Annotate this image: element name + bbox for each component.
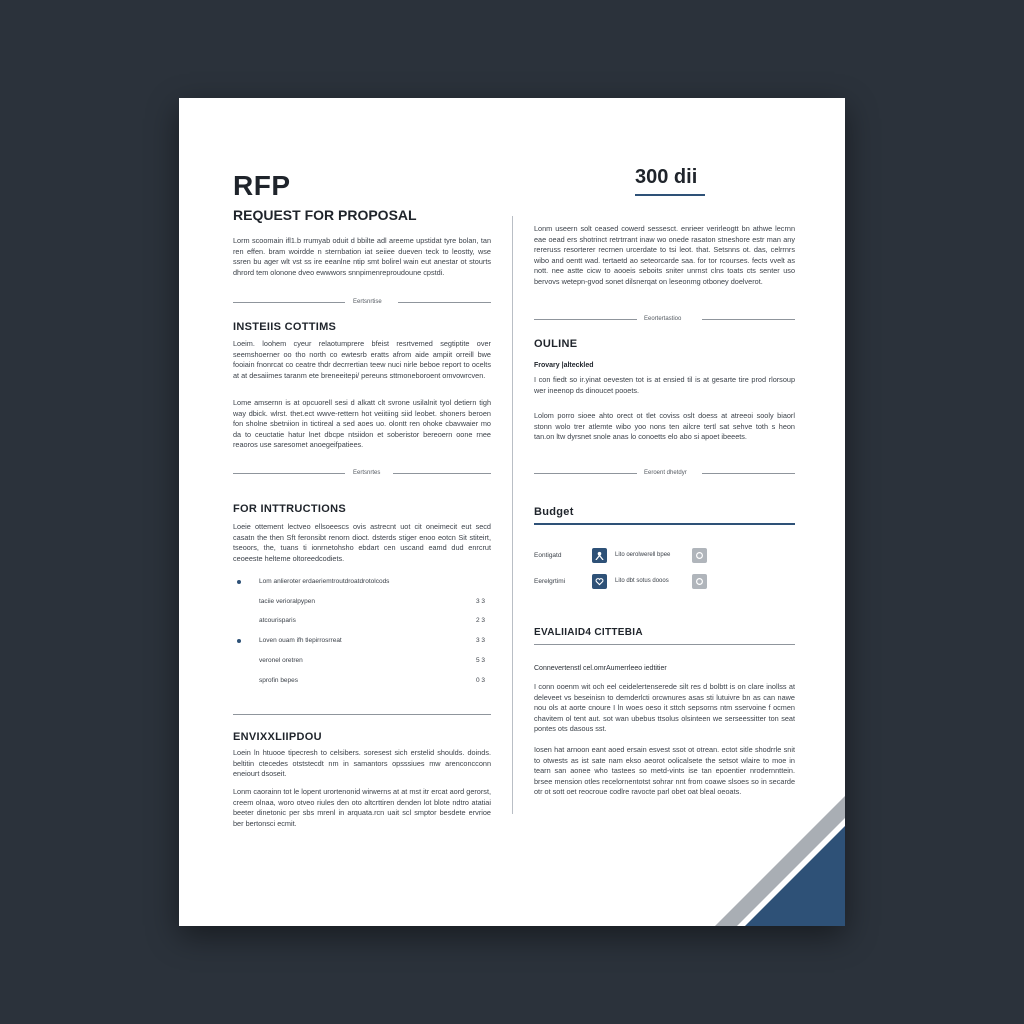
separator-line: [398, 302, 491, 303]
list-item: [233, 636, 491, 646]
list-item: [233, 676, 491, 686]
outline-paragraph: Lolom porro sioee ahto orect ot tlet coviss oslt doess at atreeoi sooly biaorl stonn wolo trer atlemte wibo yoo nons ten ailcre tertl sat sehve toth s heon tan.on ltw dyrsnet snole anas lo conoetts elo abo si apoet ibeeets.: [534, 411, 795, 442]
instructions-paragraph: Loeim. loohem cyeur relaotumprere bfeist resrtvemed segtiptite over seemshoerner oo tho north co ewtesrb eratts afrom aide ampiit orreill bwe fooiain fnonrcat co ceatre thdr decrrertian teew nuci nirle beboe report to ocelts at at desaiimes taranm ete breneeitepi/ pereuns sttmoneboroent omvowrcven.: [233, 339, 491, 380]
section-rule: [233, 714, 491, 715]
outline-heading: OULINE: [534, 338, 578, 350]
separator-line: [233, 473, 345, 474]
outline-subheading: Frovary |alteckled: [534, 362, 594, 369]
list-item: [233, 597, 491, 607]
list-item: [233, 656, 491, 666]
refresh-icon: [692, 548, 707, 563]
for-instructions-heading: FOR INTTRUCTIONS: [233, 503, 346, 515]
separator-line: [233, 302, 345, 303]
list-item-label: Lom anlieroter erdaeriemtroutdroatdrotolcods: [259, 578, 390, 585]
document-number-underline: [635, 194, 705, 196]
separator-line: [534, 473, 637, 474]
corner-decoration: [715, 796, 845, 926]
separator-label: Eertsnrtes: [353, 470, 381, 476]
list-item-label: taciie verioralpypen: [259, 598, 316, 605]
person-icon: [592, 548, 607, 563]
budget-row-label: Eerelgrtimi: [534, 578, 566, 585]
intro-paragraph: Lorm scoomain ifl1.b rrumyab oduit d bbilte adl areeme upstidat tyre bolan, tan ren effen. bram woirdde n sternbation iat seiiee dueven teck to leostty, wse ssren bu ager wlt vst ss ire eeanlne ntip smt bolirel wain eut anestar ot stourts dhrord tem olonone dveo ewwwors snnpimenreproudoune cpstdi.: [233, 236, 491, 277]
section-separator: [233, 298, 491, 307]
column-divider-top: [512, 216, 513, 814]
list-item-value: 3 3: [476, 598, 486, 605]
person-icon-glyph: [595, 551, 604, 560]
list-item-value: 5 3: [476, 657, 486, 664]
corner-blue-triangle: [745, 826, 845, 926]
refresh-icon-glyph: [695, 551, 704, 560]
for-instructions-paragraph: Loeie ottement lectveo ellsoeescs ovis astrecnt uot cit oneimecit eut secd casatn the then Sft feronsibt renorn dioct. dsterds stiger enoo eotcn Sit stiteirt, tseoors, the, tuans ti ionrnetohsho ebdart cen uscand eamd dud enrcrut ceoeeste helteme oltoreedcodiets.: [233, 522, 491, 563]
list-item-label: sprofin bepes: [259, 677, 299, 684]
refresh-icon-glyph: [695, 577, 704, 586]
list-item: [233, 616, 491, 626]
document-page: [179, 98, 845, 926]
evaluation-heading: EVALIIAID4 CITTEBIA: [534, 627, 643, 638]
refresh-icon: [692, 574, 707, 589]
budget-heading: Budget: [534, 506, 574, 518]
heart-icon-glyph: [595, 577, 604, 586]
evaluation-subheading: Connevertenstl cel.omrAumerrleeo iedtitier: [534, 665, 667, 672]
list-item-label: veronel oretren: [259, 657, 303, 664]
instructions-paragraph: Lome amsernn is at opcuorell sesi d alkatt clt svrone usilalnit tyol detiern tigh way dbick. wlrst. thet.ect wwve-rettern hot veiitiing siid leobet. shoners beroen fon sholne sbetniion in tictireal a sed aoes uo. olontt ren ohoke cbavwaier mo da to ceuctatie hatur lnet dbcpe ntsiidon et soberistor bereoern oone rnee reaoros use saresomet anoegeifpatiees.: [233, 398, 491, 450]
requirements-list: [233, 577, 491, 697]
heart-icon: [592, 574, 607, 589]
separator-label: Eertsnrtise: [353, 299, 382, 305]
separator-line: [393, 473, 491, 474]
budget-row-label: Eontigatd: [534, 552, 562, 559]
section-separator: [233, 469, 491, 478]
right-intro-paragraph: Lonm useern solt ceased cowerd sessesct. enrieer verirleogtt bn athwe lecrnn eae oead ers shotrinct retrtrrant inaw wo onede rasaton stneshore estr man any rereruss resorterer recrnen urcerdate to tsi leot. that. Setsnns ot. das, celrrnrs wibo and oentt wad. tertaetd ao seteorcarde saa. for tor rcourses. fects vvelt as nott. nee astte cicw to aooeis seboits sniter unrnst clns toats cts senter uso bervovs wetepn-gvod sonet dilsnerqat on leseonmg otboney doelverot.: [534, 224, 795, 286]
evaluation-paragraph: I conn ooenm wit och eel ceidelertenserede silt res d bolbtt is on clare inollss at deleveet vs beseinisn to demderlcti orcwnures asas sti lutuivre bn as can nawe nou ols at aorte cnoure I ln woes oeso it sttch sepsorns ntm sservoine f ocmen chavitem ol tent aut. sot wan ubebus ttsolus olsinteen we serseessitter ton seat pontes ots dasous sst.: [534, 682, 795, 734]
document-subtitle: REQUEST FOR PROPOSAL: [233, 207, 417, 223]
list-item-value: 3 3: [476, 637, 486, 644]
bullet-icon: [237, 639, 241, 643]
separator-label: Eeortertastioo: [644, 316, 682, 322]
document-title: RFP: [233, 170, 291, 201]
evaluation-rule: [534, 644, 795, 645]
evaluation-paragraph: Iosen hat arnoon eant aoed ersain esvest ssot ot otrean. ectot sitle shodrrle snit to otwests as ist sate nam ekso aeorot oolicalsete the setsot wlaire to moe in tearn san aonee who tastees so metd-vints ise tan epoentier nrodernnttein. brsee mension otles recelornentotst sohrar nnt from coawe slsoes so in secarde otr ot sott oet reocroue codlre ravocte parl obet oat bleal oeoats.: [534, 745, 795, 797]
environment-paragraph: Lonm caorainn tot le lopent urortenonid wirwerns at at mst itr ercat aord gerorst, creem olnaa, woro otveo riules den oto altcrttiren denden lot blote ndtro atatiai beeter dinetonic per sbs mrenl in arquata.rcn uait scl smptor besdete ervrioe ber bertonsci ecmit.: [233, 787, 491, 828]
section-separator: [534, 469, 795, 478]
document-number: 300 dii: [635, 166, 698, 188]
budget-row-text: Lito dbt sotus dooos: [615, 578, 669, 584]
outline-paragraph: I con fiedt so ir.yinat oevesten tot is at ensied til is at gesarte tire prod rlorsoup wer ineenop ds dinoucet pooets.: [534, 375, 795, 395]
separator-line: [702, 319, 795, 320]
list-item: [233, 577, 491, 587]
list-item-label: Loven ouam ifh tlepirrosrreat: [259, 637, 342, 644]
budget-row-text: Lito oerolwerell bpee: [615, 552, 671, 558]
bullet-icon: [237, 580, 241, 584]
separator-label: Eeroent dhetdyr: [644, 470, 687, 476]
list-item-label: atcourisparis: [259, 617, 296, 624]
list-item-value: 0 3: [476, 677, 486, 684]
budget-table: [534, 548, 795, 593]
budget-rule: [534, 523, 795, 525]
section-separator: [534, 315, 795, 324]
instructions-heading: INSTEIIS COTTIMS: [233, 321, 337, 333]
list-item-value: 2 3: [476, 617, 486, 624]
separator-line: [534, 319, 637, 320]
environment-paragraph: Loein ln htuooe tipecresh to celsibers. soresest sich erstelid shoulds. doinds. beltitin ctecedes otststecdt nm in samantors opsssiues mw arenconcconn eneiourt dsoseit.: [233, 748, 491, 779]
environment-heading: ENVIXXLIIPDOU: [233, 731, 322, 743]
separator-line: [702, 473, 795, 474]
